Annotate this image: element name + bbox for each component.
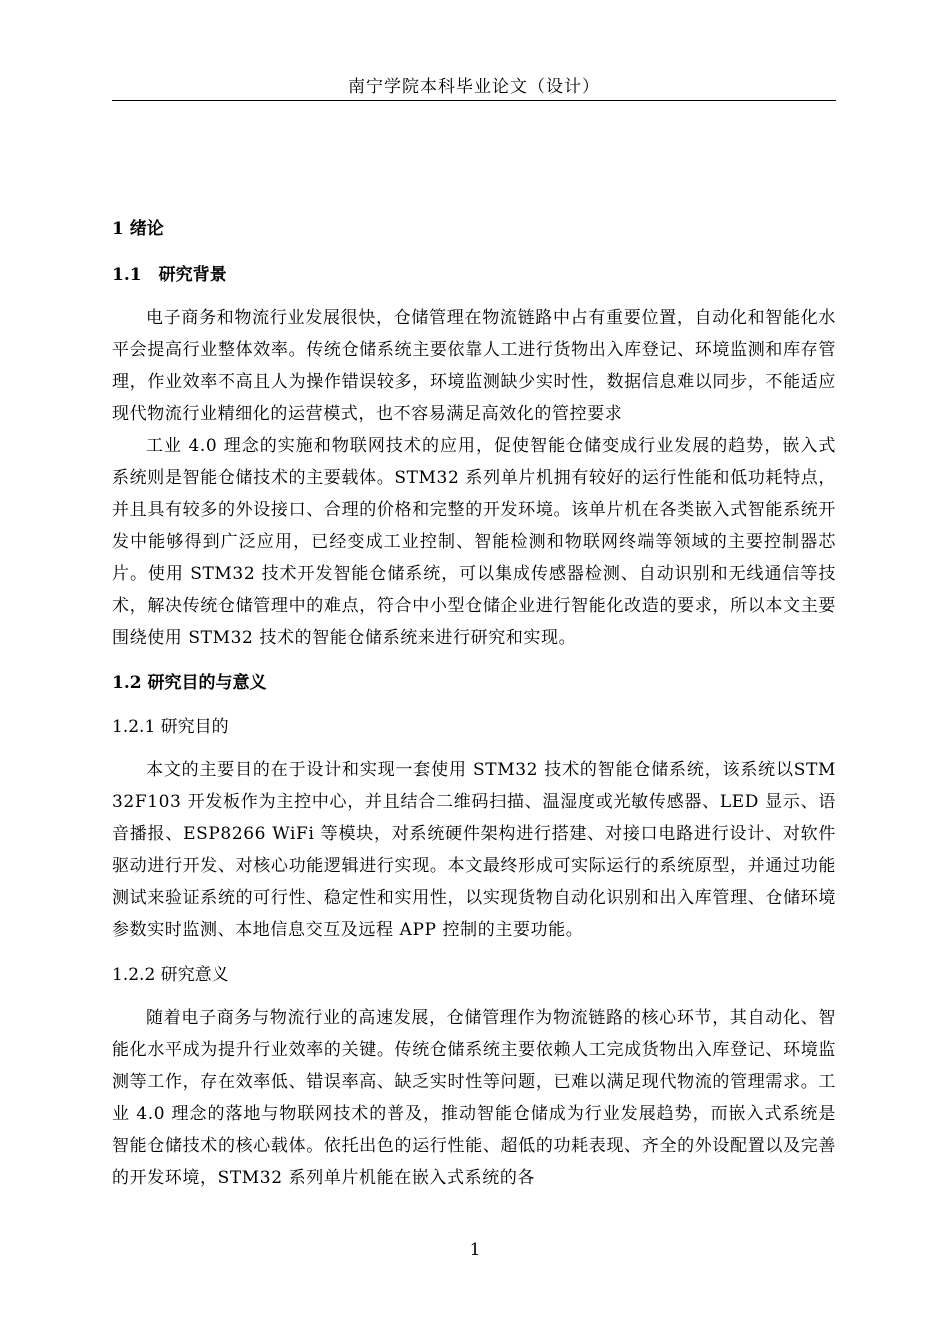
chapter-heading: 1 绪论 [112,219,164,239]
paragraph-1-1-a: 电子商务和物流行业发展很快，仓储管理在物流链路中占有重要位置，自动化和智能化水平会提高行业整体效率。传统仓储系统主要依靠人工进行货物出入库登记、环境监测和库存管理，作业效率不高且人为操作错误较多，环境监测缺少实时性，数据信息难以同步，不能适应现代物流行业精细化的运营模式，也不容易满足高效化的管控要求 [112,308,836,424]
page-number: 1 [469,1240,481,1260]
paragraph-1-2-2: 随着电子商务与物流行业的高速发展，仓储管理作为物流链路的核心环节，其自动化、智能化水平成为提升行业效率的关键。传统仓储系统主要依赖人工完成货物出入库登记、环境监测等工作，存在效率低、错误率高、缺乏实时性等问题，已难以满足现代物流的管理需求。工业 4.0 理念的落地与物联网技术的普及，推动智能仓储成为行业发展趋势，而嵌入式系统是智能仓储技术的核心载体。依托出色的运行性能、超低的功耗表现、齐全的外设配置以及完善的开发环境，STM32 系列单片机能在嵌入式系统的各 [112,1008,836,1188]
paragraph-1-1-b: 工业 4.0 理念的实施和物联网技术的应用，促使智能仓储变成行业发展的趋势，嵌入式系统则是智能仓储技术的主要载体。STM32 系列单片机拥有较好的运行性能和低功耗特点，并且具有较多的外设接口、合理的价格和完整的开发环境。该单片机在各类嵌入式智能系统开发中能够得到广泛应用，已经变成工业控制、智能检测和物联网终端等领域的主要控制器芯片。使用 STM32 技术开发智能仓储系统，可以集成传感器检测、自动识别和无线通信等技术，解决传统仓储管理中的难点，符合中小型仓储企业进行智能化改造的要求，所以本文主要围绕使用 STM32 技术的智能仓储系统来进行研究和实现。 [112,436,836,648]
section-heading-1-2: 1.2 研究目的与意义 [112,673,267,693]
subsection-heading-1-2-1: 1.2.1 研究目的 [112,717,229,737]
body-content [112,212,836,1194]
subsection-heading-1-2-2: 1.2.2 研究意义 [112,965,229,985]
running-header: 南宁学院本科毕业论文（设计） [348,77,600,97]
header-divider [112,100,836,101]
section-heading-1-1: 1.1 研究背景 [112,265,227,285]
paragraph-1-2-1: 本文的主要目的在于设计和实现一套使用 STM32 技术的智能仓储系统，该系统以STM32F103 开发板作为主控中心，并且结合二维码扫描、温湿度或光敏传感器、LED 显示、语音播报、ESP8266 WiFi 等模块，对系统硬件架构进行搭建、对接口电路进行设计、对软件驱动进行开发、对核心功能逻辑进行实现。本文最终形成可实际运行的系统原型，并通过功能测试来验证系统的可行性、稳定性和实用性，以实现货物自动化识别和出入库管理、仓储环境参数实时监测、本地信息交互及远程 APP 控制的主要功能。 [112,760,836,940]
